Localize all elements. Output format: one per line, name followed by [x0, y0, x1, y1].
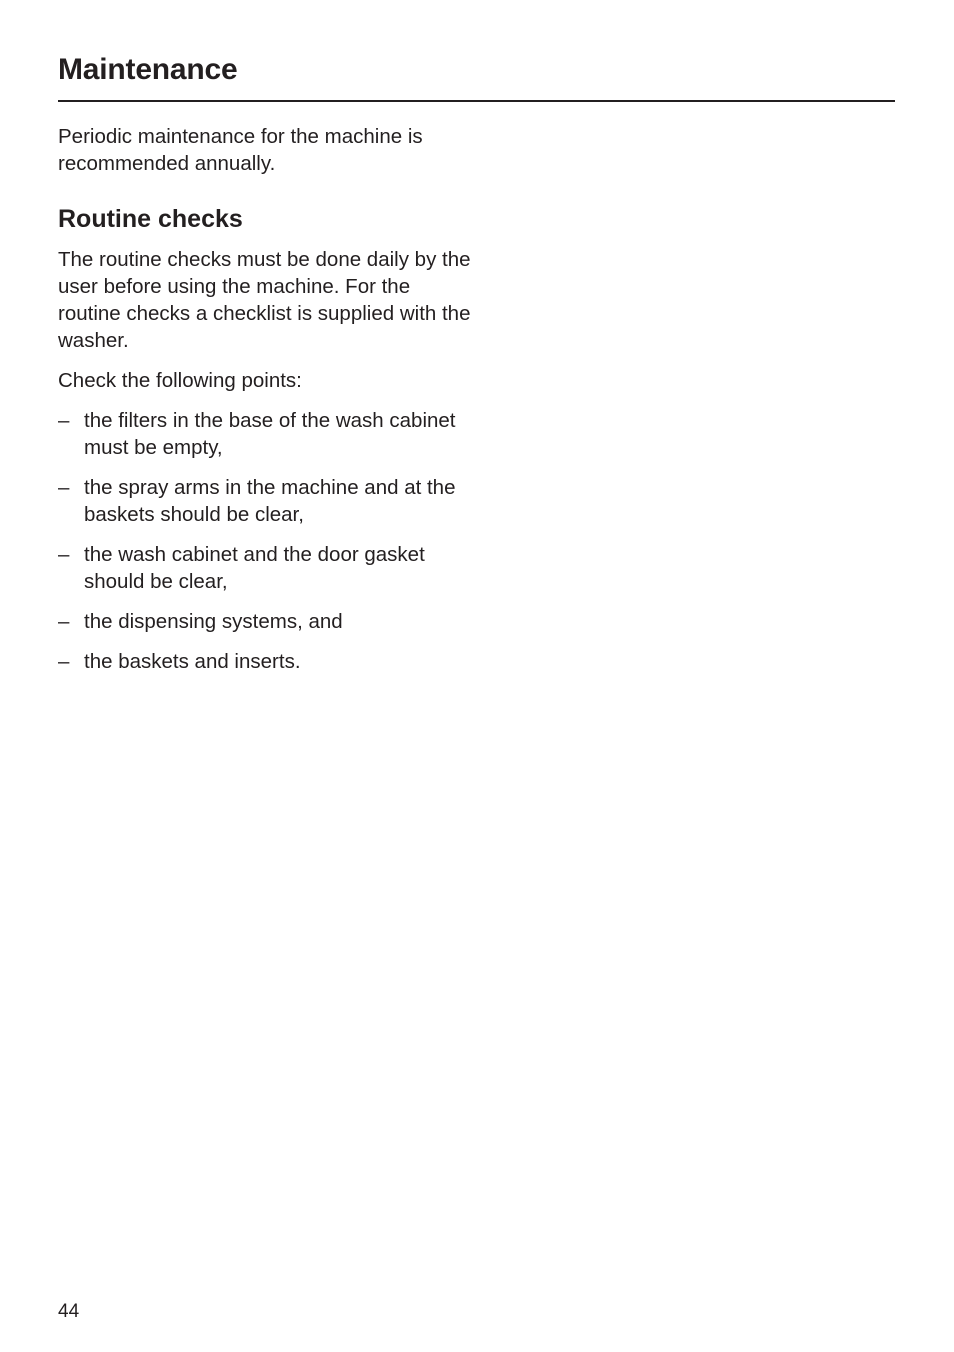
checklist	[58, 407, 478, 675]
list-item	[58, 474, 478, 528]
list-item-text: the filters in the base of the wash cabinet must be empty,	[84, 409, 456, 459]
page-title: Maintenance	[58, 53, 238, 86]
list-item-text: the spray arms in the machine and at the baskets should be clear,	[84, 476, 456, 526]
content-column	[58, 123, 478, 688]
dash-bullet: –	[58, 476, 70, 499]
dash-bullet: –	[58, 650, 70, 673]
list-item	[58, 648, 478, 675]
list-item-text: the baskets and inserts.	[84, 650, 301, 673]
list-item-text: the dispensing systems, and	[84, 610, 343, 633]
list-item	[58, 407, 478, 461]
list-item	[58, 608, 478, 635]
list-item	[58, 541, 478, 595]
checklist-lead-in: Check the following points:	[58, 369, 302, 392]
dash-bullet: –	[58, 409, 70, 432]
dash-bullet: –	[58, 610, 70, 633]
section-heading-routine-checks: Routine checks	[58, 205, 243, 233]
list-item-text: the wash cabinet and the door gasket should be clear,	[84, 543, 425, 593]
page-number: 44	[58, 1301, 80, 1322]
dash-bullet: –	[58, 543, 70, 566]
intro-paragraph: Periodic maintenance for the machine is recommended annually.	[58, 125, 423, 175]
routine-checks-description: The routine checks must be done daily by the user before using the machine. For the routine checks a checklist is supplied with the washer.	[58, 248, 471, 352]
title-divider	[58, 100, 895, 102]
